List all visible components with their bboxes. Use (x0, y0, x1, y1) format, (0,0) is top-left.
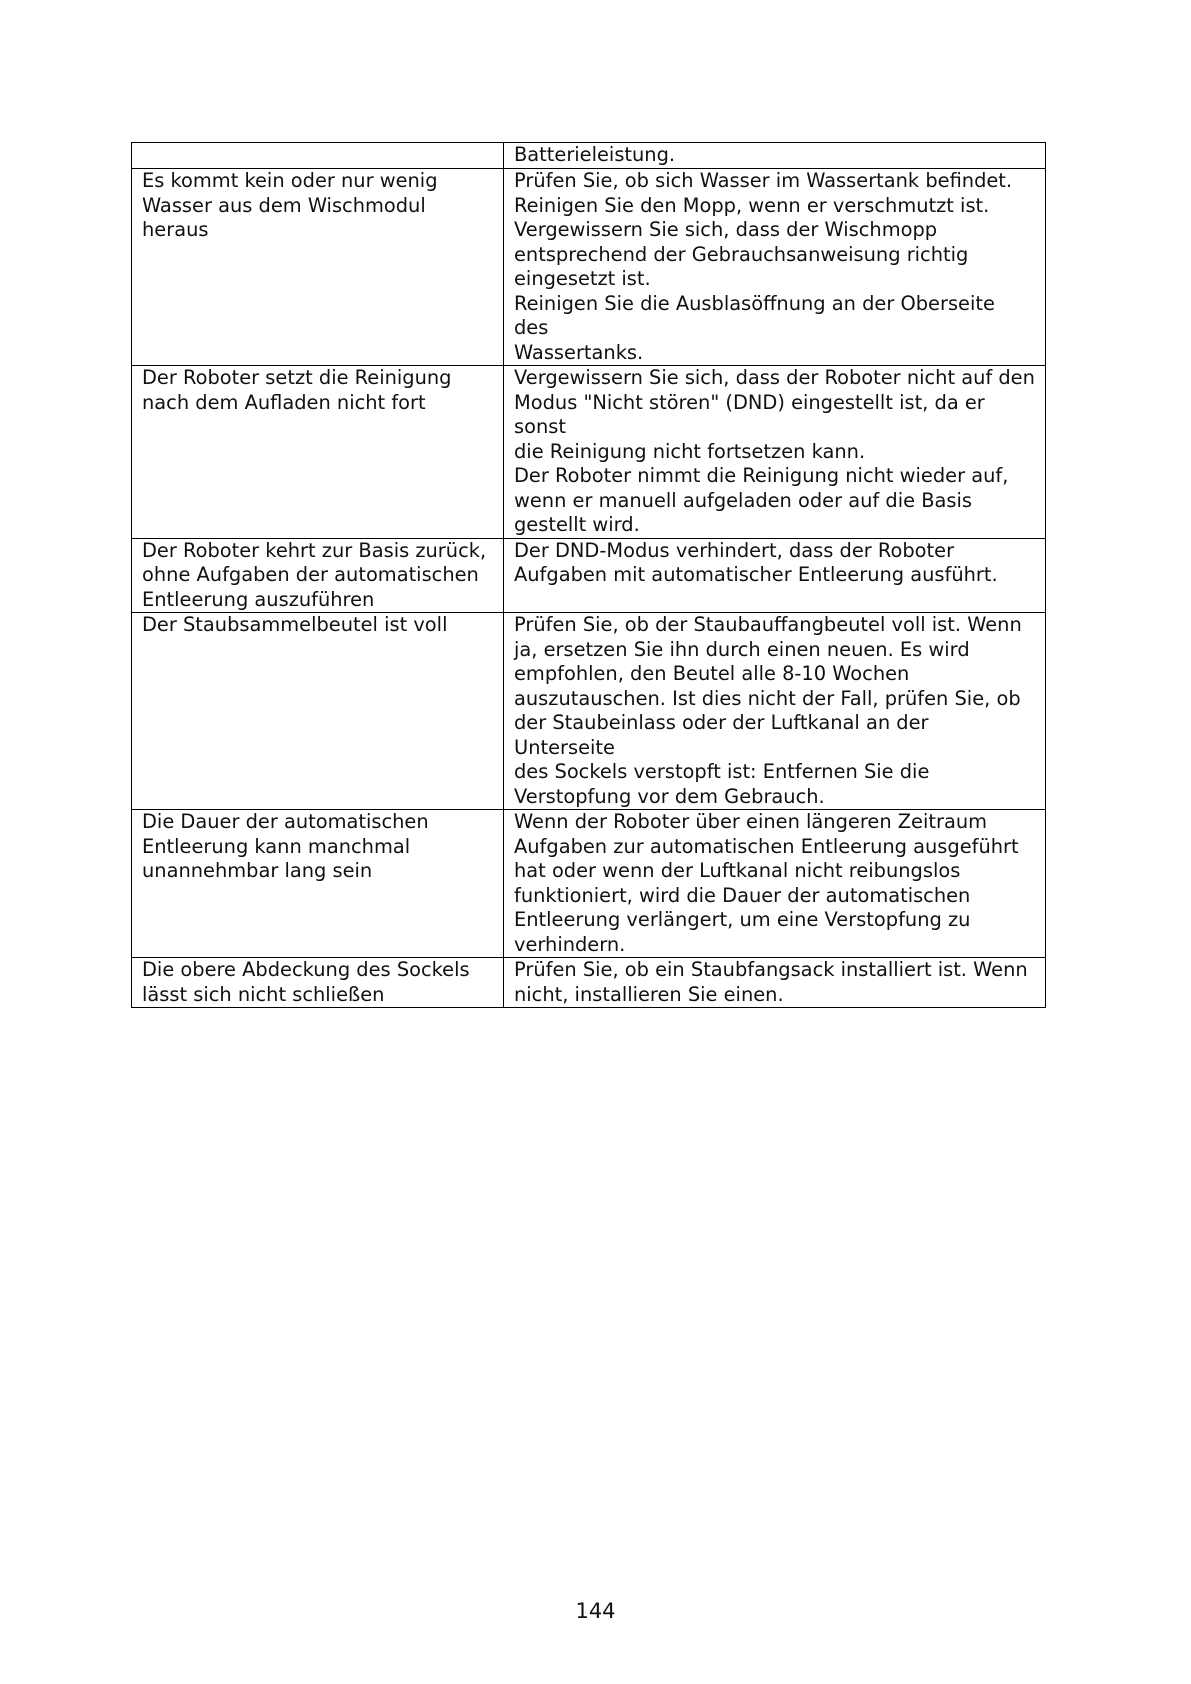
solution-cell: Vergewissern Sie sich, dass der Roboter nicht auf den Modus "Nicht stören" (DND) eingestellt ist, da er sonst die Reinigung nicht fortsetzen kann. Der Roboter nimmt die Reinigung nicht wieder auf, wenn er manuell aufgeladen oder auf die Basis gestellt wird. (504, 366, 1046, 539)
solution-cell: Der DND-Modus verhindert, dass der Roboter Aufgaben mit automatischer Entleerung ausführt. (504, 538, 1046, 613)
solution-cell: Wenn der Roboter über einen längeren Zeitraum Aufgaben zur automatischen Entleerung ausgeführt hat oder wenn der Luftkanal nicht reibungslos funktioniert, wird die Dauer der automatischen Entleerung verlängert, um eine Verstopfung zu verhindern. (504, 810, 1046, 958)
problem-cell: Der Roboter kehrt zur Basis zurück, ohne Aufgaben der automatischen Entleerung auszuführen (132, 538, 504, 613)
problem-cell: Die Dauer der automatischen Entleerung kann manchmal unannehmbar lang sein (132, 810, 504, 958)
table-row (132, 169, 1046, 366)
problem-cell: Es kommt kein oder nur wenig Wasser aus dem Wischmodul heraus (132, 169, 504, 366)
page-number: 144 (575, 1599, 616, 1623)
table-row (132, 810, 1046, 958)
solution-cell: Prüfen Sie, ob sich Wasser im Wassertank befindet. Reinigen Sie den Mopp, wenn er verschmutzt ist. Vergewissern Sie sich, dass der Wischmopp entsprechend der Gebrauchsanweisung richtig eingesetzt ist. Reinigen Sie die Ausblasöffnung an der Oberseite des Wassertanks. (504, 169, 1046, 366)
problem-cell: Der Staubsammelbeutel ist voll (132, 613, 504, 810)
problem-cell: Der Roboter setzt die Reinigung nach dem Aufladen nicht fort (132, 366, 504, 539)
table-row (132, 958, 1046, 1008)
solution-cell: Prüfen Sie, ob der Staubauffangbeutel voll ist. Wenn ja, ersetzen Sie ihn durch einen neuen. Es wird empfohlen, den Beutel alle 8-10 Wochen auszutauschen. Ist dies nicht der Fall, prüfen Sie, ob der Staubeinlass oder der Luftkanal an der Unterseite des Sockels verstopft ist: Entfernen Sie die Verstopfung vor dem Gebrauch. (504, 613, 1046, 810)
table-row (132, 613, 1046, 810)
problem-cell: Die obere Abdeckung des Sockels lässt sich nicht schließen (132, 958, 504, 1008)
table-row (132, 538, 1046, 613)
problem-cell (132, 143, 504, 169)
solution-cell: Batterieleistung. (504, 143, 1046, 169)
solution-cell: Prüfen Sie, ob ein Staubfangsack installiert ist. Wenn nicht, installieren Sie einen. (504, 958, 1046, 1008)
table-row (132, 143, 1046, 169)
troubleshooting-table (131, 142, 1046, 1008)
table-row (132, 366, 1046, 539)
